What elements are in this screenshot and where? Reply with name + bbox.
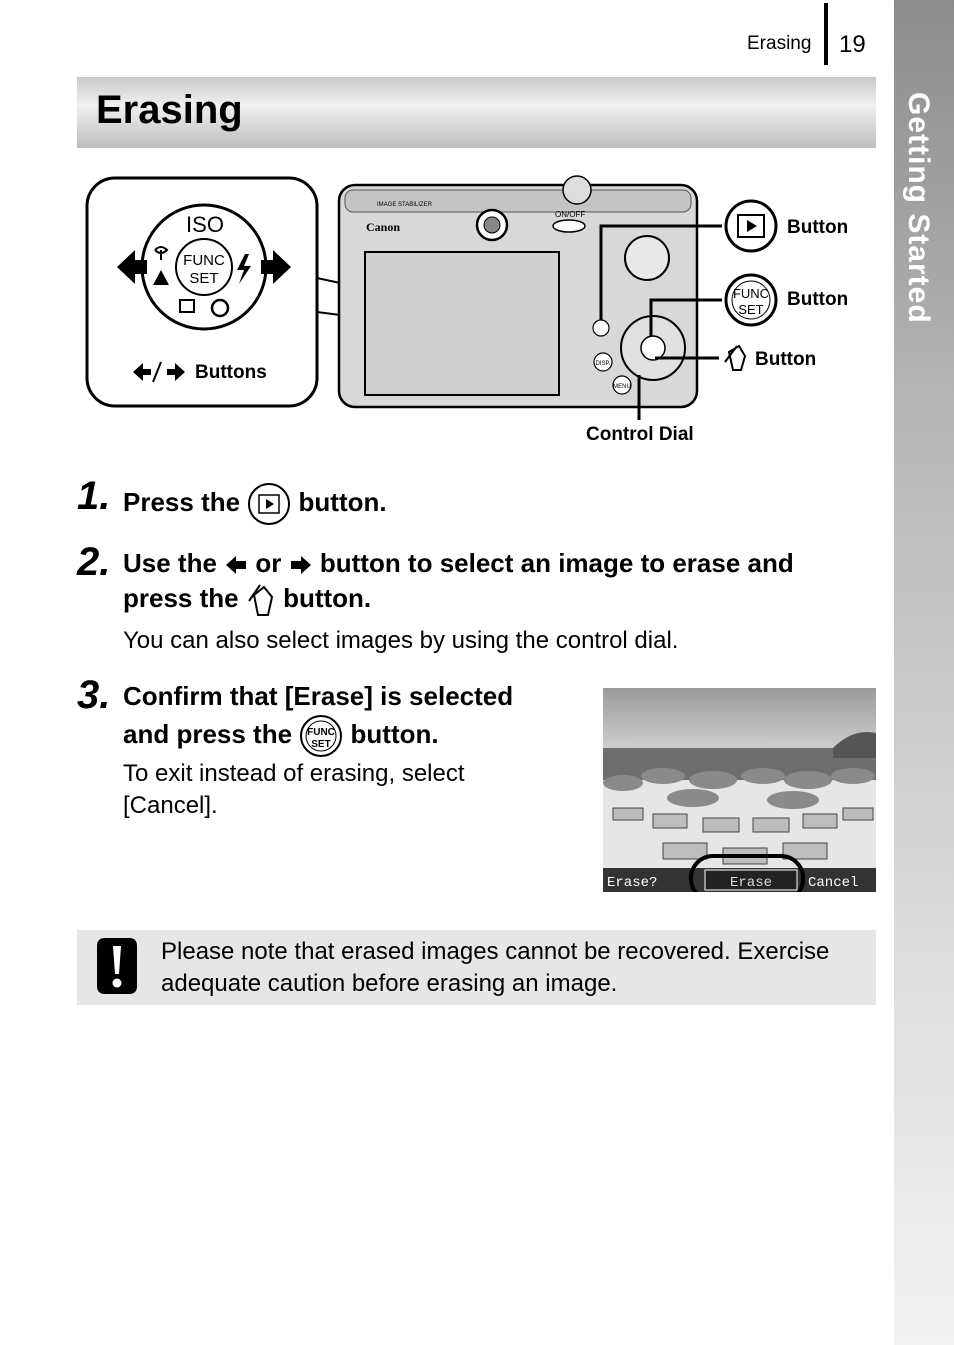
lcd-erase-text: Erase bbox=[729, 875, 773, 891]
playback-button-label: Button bbox=[787, 217, 849, 238]
playback-button-inline-icon bbox=[247, 482, 291, 526]
step-1-number: 1. bbox=[77, 474, 111, 518]
caution-line-1: Please note that erased images cannot be recovered. Exercise bbox=[161, 938, 830, 965]
iso-label: ISO bbox=[186, 212, 224, 237]
caution-icon bbox=[89, 936, 145, 996]
step-1-post: button. bbox=[298, 486, 387, 517]
step-3-note-line-2: [Cancel]. bbox=[123, 792, 218, 819]
step-2-part-1: Use the bbox=[123, 548, 217, 578]
lcd-prompt: Erase? bbox=[607, 875, 658, 891]
page-number: 19 bbox=[839, 31, 866, 58]
shutter-button bbox=[563, 176, 591, 204]
left-arrow-inline-icon bbox=[224, 555, 248, 575]
camera-diagram bbox=[77, 170, 877, 450]
arrow-buttons-label: Buttons bbox=[195, 362, 267, 383]
lcd-erase-screenshot bbox=[603, 688, 876, 892]
step-2-line-2 bbox=[123, 583, 371, 617]
func-top-text: FUNC bbox=[183, 252, 225, 269]
erase-inline-icon bbox=[246, 583, 276, 617]
func-callout-top: FUNC bbox=[732, 286, 770, 301]
erase-button-label: Button bbox=[755, 349, 817, 370]
brand-text: Canon bbox=[366, 220, 401, 234]
func-inline-bottom: SET bbox=[311, 739, 332, 750]
step-3-line-1: Confirm that [Erase] is selected bbox=[123, 681, 514, 711]
caution-text bbox=[161, 936, 871, 1000]
step-1-pre: Press the bbox=[123, 486, 241, 517]
menu-text: MENU bbox=[613, 384, 631, 390]
page-title: Erasing bbox=[96, 88, 243, 132]
running-head: Erasing bbox=[747, 33, 812, 54]
step-2-number: 2. bbox=[77, 540, 111, 584]
mode-dial bbox=[625, 236, 669, 280]
camera-top-edge bbox=[345, 190, 691, 212]
func-callout-bottom: SET bbox=[738, 302, 764, 317]
lcd-screen bbox=[365, 252, 559, 395]
playback-button-small bbox=[593, 320, 609, 336]
func-bottom-text: SET bbox=[189, 270, 219, 287]
step-3-line-2 bbox=[123, 714, 439, 758]
func-set-button-small bbox=[641, 336, 665, 360]
step-2-note: You can also select images by using the control dial. bbox=[123, 627, 679, 654]
step-1-text bbox=[123, 482, 387, 526]
func-set-inline-icon bbox=[299, 714, 343, 758]
step-2-line-1 bbox=[123, 548, 883, 579]
viewfinder-inner bbox=[484, 217, 500, 233]
right-arrow-inline-icon bbox=[289, 555, 313, 575]
step-3-line-2-post: button. bbox=[350, 718, 439, 749]
header-rule bbox=[824, 3, 828, 65]
side-tab-label: Getting Started bbox=[902, 92, 935, 324]
step-3-number: 3. bbox=[77, 673, 111, 717]
step-3-line-2-pre: and press the bbox=[123, 718, 293, 749]
control-dial-label: Control Dial bbox=[586, 424, 694, 445]
func-inline-top: FUNC bbox=[307, 727, 336, 738]
step-2-part-5: button. bbox=[283, 583, 372, 613]
func-set-button-label: Button bbox=[787, 289, 849, 310]
stabilizer-text: IMAGE STABILIZER bbox=[377, 202, 432, 208]
caution-line-2: adequate caution before erasing an image. bbox=[161, 970, 618, 997]
step-3-note-line-1: To exit instead of erasing, select bbox=[123, 760, 465, 787]
onoff-text: ON/OFF bbox=[555, 210, 586, 219]
step-2-part-2: or bbox=[255, 548, 282, 578]
power-button bbox=[553, 220, 585, 232]
disp-text: DISP. bbox=[595, 361, 611, 367]
erase-icon bbox=[725, 346, 745, 370]
step-2-part-4: press the bbox=[123, 583, 239, 613]
step-2-part-3: button to select an image to erase and bbox=[319, 548, 794, 578]
lcd-cancel-text: Cancel bbox=[808, 875, 859, 891]
